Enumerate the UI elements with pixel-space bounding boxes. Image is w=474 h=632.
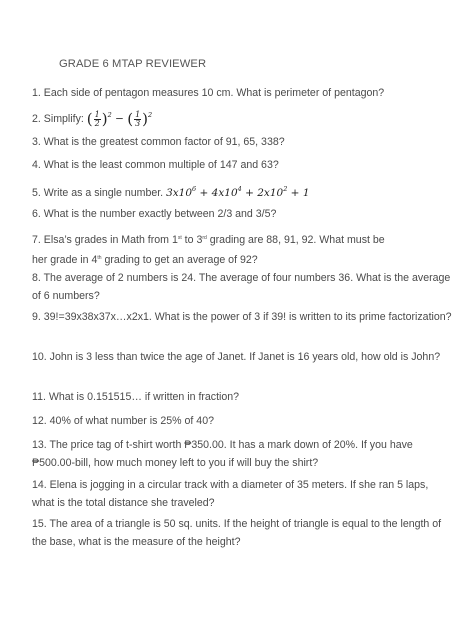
q7-text-a: 7. Elsa’s grades in Math from 1 [32,234,178,246]
question-13: 13. The price tag of t-shirt worth ₱350.00. It has a mark down of 20%. If you have ₱500.00-bill, how much money left to you if will buy the shirt? [32,439,413,469]
frac1-denominator: 2 [94,118,100,128]
question-5-prefix: 5. Write as a single number. [32,187,164,199]
minus-sign: − [115,113,124,125]
q7-text-d: her grade in 4 [32,254,98,266]
question-10: 10. John is 3 less than twice the age of Janet. If Janet is 16 years old, how old is John? [32,351,441,363]
question-7 [32,229,452,269]
term-b: + 4x10 [196,187,238,199]
document-title: GRADE 6 MTAP REVIEWER [59,58,207,70]
question-2-expression: ( $\frac{1}{2}$ )$^2$ − ( $\frac{1}{3}$ )$^2$ [86,109,153,128]
term-c-exp: 2 [283,185,288,193]
question-11: 11. What is 0.151515… if written in fraction? [32,391,240,403]
term-b-exp: 4 [237,185,242,193]
question-12: 12. 40% of what number is 25% of 40? [32,415,214,427]
term-c: + 2x10 [241,187,284,199]
question-5 [32,180,452,202]
term-a-exp: 6 [192,185,197,193]
term-d: + 1 [287,187,310,199]
question-15: 15. The area of a triangle is 50 sq. units. If the height of triangle is equal to the length of the base, what is the measure of the height? [32,518,442,548]
q7-text-e: grading to get an average of 92? [101,254,258,266]
question-5-expression [166,187,309,199]
question-6: 6. What is the number exactly between 2/3 and 3/5? [32,208,277,220]
question-2 [32,103,452,131]
term-a: 3x10 [166,187,193,199]
question-14: 14. Elena is jogging in a circular track with a diameter of 35 meters. If she ran 5 laps, what is the total distance she traveled? [32,479,429,509]
question-4: 4. What is the least common multiple of 147 and 63? [32,159,279,171]
q7-text-b: to 3 [181,234,203,246]
question-8: 8. The average of 2 numbers is 24. The average of four numbers 36. What is the average of 6 numbers? [32,272,451,302]
q7-ordinal-st: st [177,235,182,241]
question-9: 9. 39!=39x38x37x…x2x1. What is the power of 3 if 39! is written to its prime factorization? [32,311,452,323]
q7-ordinal-th: th [97,255,102,261]
question-1: 1. Each side of pentagon measures 10 cm. What is perimeter of pentagon? [32,87,385,99]
frac2-numerator: 1 [135,109,141,119]
question-3: 3. What is the greatest common factor of 91, 65, 338? [32,136,285,148]
exp2: 2 [148,111,153,119]
question-2-prefix: 2. Simplify: [32,113,84,125]
frac1-numerator: 1 [94,109,100,119]
frac2-denominator: 3 [135,118,141,128]
q7-text-c: grading are 88, 91, 92. What must be [206,234,385,246]
q7-ordinal-rd: rd [202,235,207,241]
exp1: 2 [107,111,112,119]
